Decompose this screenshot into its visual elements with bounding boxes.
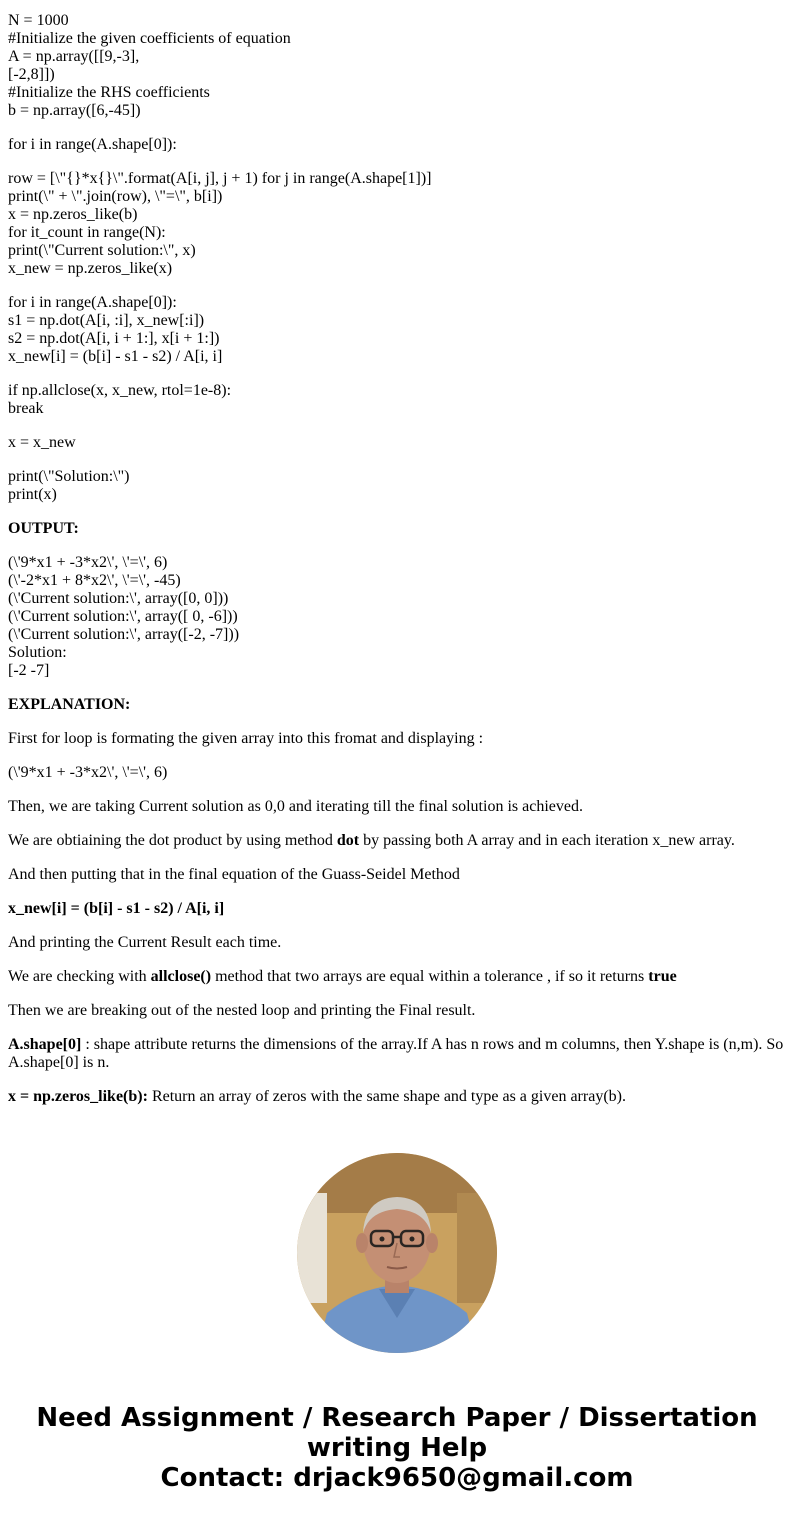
text-run: method that two arrays are equal within a tolerance , if so it returns	[211, 968, 649, 985]
bold-text: x = np.zeros_like(b):	[8, 1088, 148, 1105]
output-line: (\'Current solution:\', array([0, 0]))	[8, 590, 229, 607]
code-line: #Initialize the RHS coefficients	[8, 84, 210, 101]
code-line: b = np.array([6,-45])	[8, 102, 141, 119]
code-line: if np.allclose(x, x_new, rtol=1e-8):	[8, 382, 232, 399]
code-block-setup	[8, 12, 786, 120]
bold-text: A.shape[0]	[8, 1036, 82, 1053]
explanation-formula	[8, 900, 786, 918]
output-block	[8, 554, 786, 680]
code-line: x_new = np.zeros_like(x)	[8, 260, 173, 277]
explanation-paragraph: And then putting that in the final equation of the Guass-Seidel Method	[8, 866, 460, 883]
portrait-cabinet	[457, 1193, 497, 1303]
bold-text: x_new[i] = (b[i] - s1 - s2) / A[i, i]	[8, 900, 225, 917]
bold-text: dot	[336, 832, 360, 849]
bold-text: true	[648, 968, 677, 985]
code-line: A = np.array([[9,-3],	[8, 48, 140, 65]
code-block-iteration	[8, 170, 786, 278]
code-line: x = np.zeros_like(b)	[8, 206, 138, 223]
code-block-convergence	[8, 382, 786, 418]
code-line: for it_count in range(N):	[8, 224, 166, 241]
banner-contact-line: Contact: drjack9650@gmail.com	[160, 1463, 634, 1493]
output-line: (\'9*x1 + -3*x2\', \'=\', 6)	[8, 554, 168, 571]
code-block-assign	[8, 434, 786, 452]
code-line: for i in range(A.shape[0]):	[8, 136, 177, 153]
bold-text: allclose()	[150, 968, 212, 985]
portrait-ear-left	[356, 1233, 368, 1253]
contact-banner	[0, 1403, 794, 1493]
text-run: We are obtiaining the dot product by using method	[8, 832, 337, 849]
output-line: (\'Current solution:\', array([-2, -7]))	[8, 626, 240, 643]
output-line: [-2 -7]	[8, 662, 50, 679]
code-block-outer-loop	[8, 136, 786, 154]
code-line: print(\"Solution:\")	[8, 468, 130, 485]
code-line: [-2,8]])	[8, 66, 55, 83]
code-line: print(x)	[8, 486, 57, 503]
explanation-paragraph: (\'9*x1 + -3*x2\', \'=\', 6)	[8, 764, 168, 781]
explanation-paragraph: Then we are breaking out of the nested loop and printing the Final result.	[8, 1002, 476, 1019]
code-block-print	[8, 468, 786, 504]
explanation-paragraph: And printing the Current Result each time.	[8, 934, 282, 951]
author-avatar	[297, 1153, 497, 1353]
explanation-paragraph	[8, 968, 786, 986]
portrait-eye-left	[380, 1237, 385, 1242]
code-line: row = [\"{}*x{}\".format(A[i, j], j + 1) for j in range(A.shape[1])]	[8, 170, 432, 187]
banner-line: writing Help	[306, 1433, 488, 1463]
explanation-paragraph: Then, we are taking Current solution as 0,0 and iterating till the final solution is achieved.	[8, 798, 583, 815]
text-run: We are checking with	[8, 968, 151, 985]
output-line: (\'Current solution:\', array([ 0, -6]))	[8, 608, 238, 625]
code-line: s1 = np.dot(A[i, :i], x_new[:i])	[8, 312, 205, 329]
explanation-paragraph	[8, 1036, 786, 1072]
explanation-paragraph	[8, 1088, 786, 1106]
explanation-heading: EXPLANATION:	[8, 696, 131, 713]
document-body	[8, 12, 786, 1106]
portrait-image	[297, 1153, 497, 1353]
explanation-paragraph	[8, 832, 786, 850]
code-line: break	[8, 400, 44, 417]
code-line: #Initialize the given coefficients of equation	[8, 30, 291, 47]
code-line: s2 = np.dot(A[i, i + 1:], x[i + 1:])	[8, 330, 220, 347]
code-line: x_new[i] = (b[i] - s1 - s2) / A[i, i]	[8, 348, 223, 365]
output-line: (\'-2*x1 + 8*x2\', \'=\', -45)	[8, 572, 181, 589]
text-run: : shape attribute returns the dimensions of the array.If A has n rows and m columns, then Y.shape is (n,m). So A.shape[0] is n.	[8, 1036, 784, 1071]
output-line: Solution:	[8, 644, 67, 661]
banner-line: Need Assignment / Research Paper / Dissertation	[36, 1403, 758, 1433]
code-line: N = 1000	[8, 12, 69, 29]
text-run: Return an array of zeros with the same shape and type as a given array(b).	[147, 1088, 626, 1105]
code-line: x = x_new	[8, 434, 76, 451]
code-line: print(\"Current solution:\", x)	[8, 242, 196, 259]
code-line: print(\" + \".join(row), \"=\", b[i])	[8, 188, 223, 205]
explanation-paragraph: First for loop is formating the given array into this fromat and displaying :	[8, 730, 484, 747]
code-block-inner-loop	[8, 294, 786, 366]
portrait-ear-right	[426, 1233, 438, 1253]
portrait-wall-panel	[297, 1193, 327, 1303]
portrait-eye-right	[410, 1237, 415, 1242]
code-line: for i in range(A.shape[0]):	[8, 294, 177, 311]
output-heading: OUTPUT:	[8, 520, 79, 537]
text-run: by passing both A array and in each iteration x_new array.	[359, 832, 735, 849]
